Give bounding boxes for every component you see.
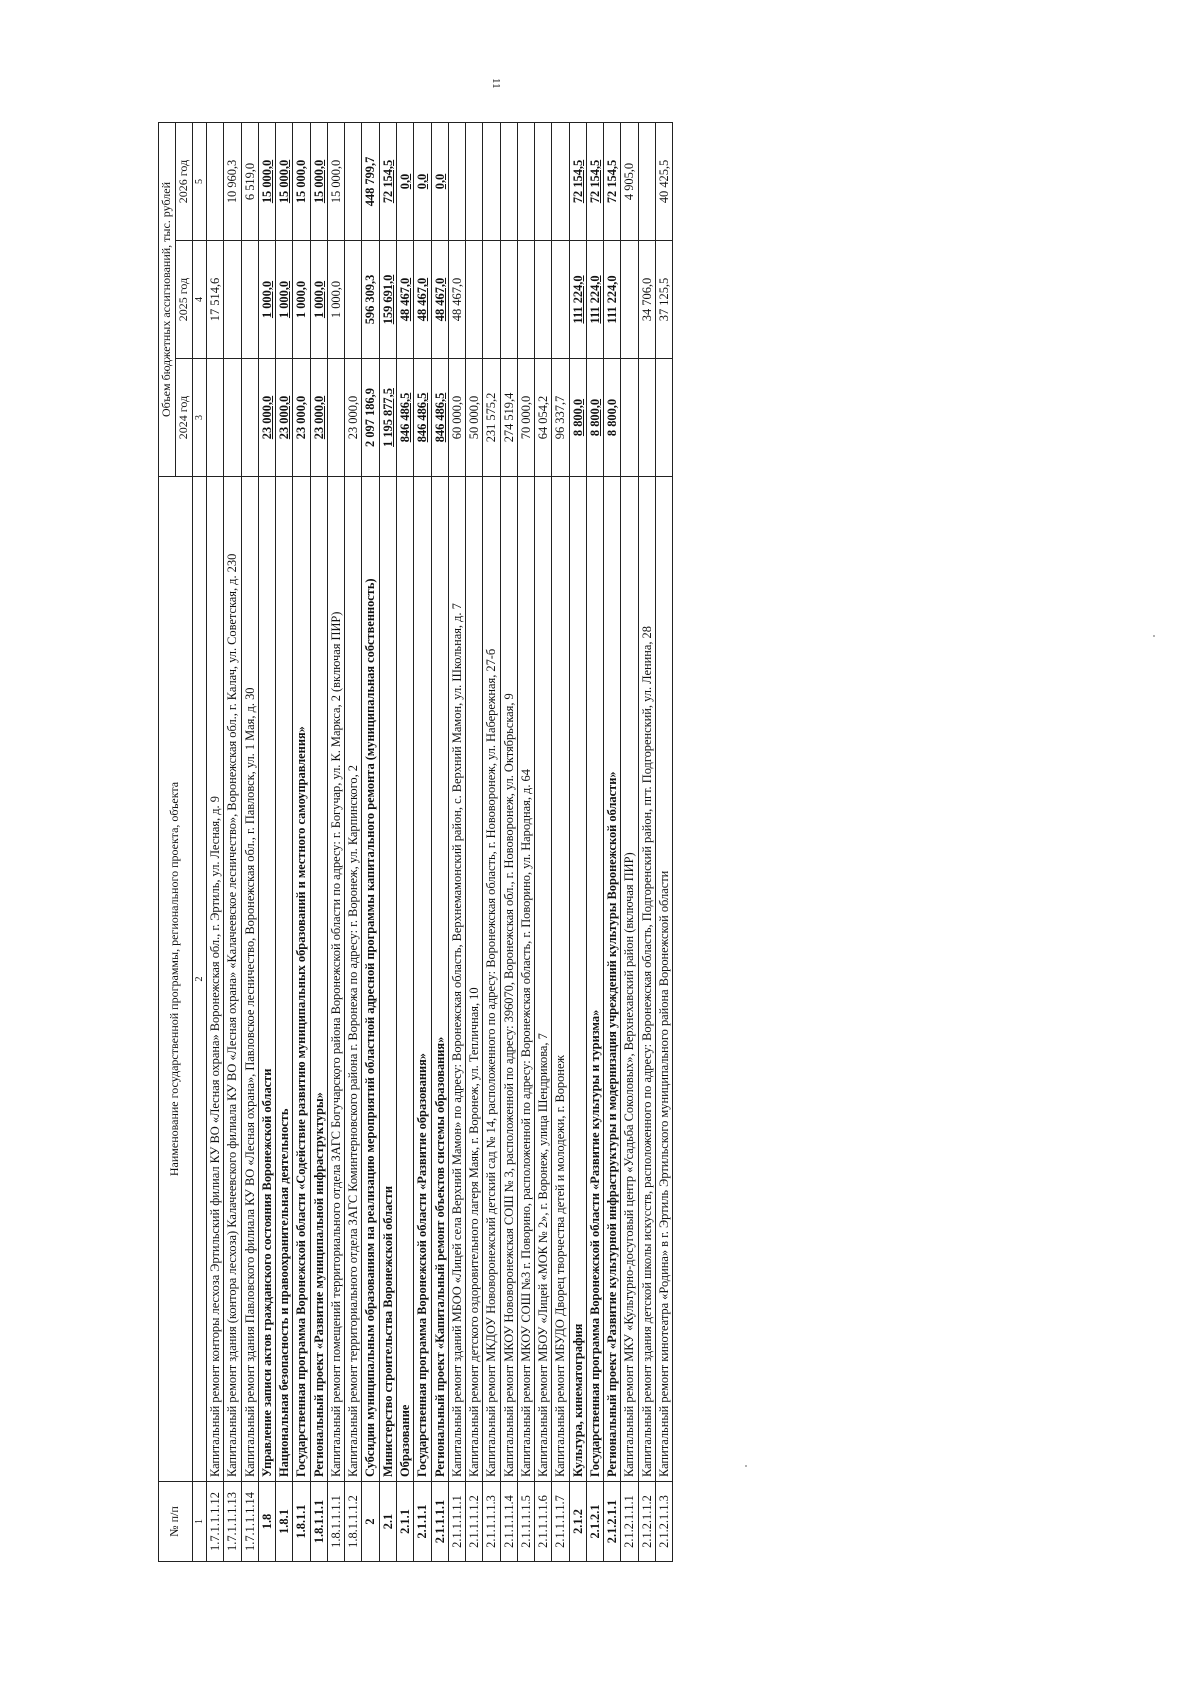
row-number: 1.7.1.1.1.14	[241, 1482, 258, 1562]
table-row	[224, 122, 241, 1561]
column-index: 1	[192, 1482, 207, 1562]
row-name: Образование	[397, 477, 414, 1482]
column-index: 5	[192, 122, 207, 240]
row-number: 2	[362, 1482, 379, 1562]
row-number: 1.8.1.1.1.1	[327, 1482, 344, 1562]
value-2025: 48 467,0	[431, 241, 448, 359]
value-2024: 70 000,0	[517, 359, 534, 477]
row-name: Капитальный ремонт МКУ «Культурно-досуговый центр «Усадьба Соколовых», Верхнехавский район (включая ПИР)	[621, 477, 638, 1482]
value-2026	[466, 122, 483, 240]
row-number: 2.1.2.1.1.2	[638, 1482, 655, 1562]
table-row	[397, 122, 414, 1561]
row-number: 2.1.1.1.1.3	[483, 1482, 500, 1562]
header-year-2024: 2024 год	[175, 359, 192, 477]
table-row	[621, 122, 638, 1561]
value-2024: 8 800,0	[604, 359, 621, 477]
value-2024	[621, 359, 638, 477]
row-name: Капитальный ремонт МБУДО Дворец творчества детей и молодежи, г. Воронеж	[552, 477, 569, 1482]
table-row	[310, 122, 327, 1561]
value-2025: 1 000,0	[327, 241, 344, 359]
row-name: Субсидии муниципальным образованиям на реализацию мероприятий областной адресной программы капитального ремонта (муниципальная собственность)	[362, 477, 379, 1482]
value-2025: 1 000,0	[310, 241, 327, 359]
value-2026: 40 425,5	[656, 122, 673, 240]
value-2024	[656, 359, 673, 477]
row-number: 2.1.1.1.1.4	[500, 1482, 517, 1562]
value-2026	[535, 122, 552, 240]
row-name: Капитальный ремонт конторы лесхоза Эртильский филиал КУ ВО «Лесная охрана» Воронежская обл., г. Эртиль, ул. Лесная, д. 9	[207, 477, 224, 1482]
row-name: Управление записи актов гражданского состояния Воронежской области	[258, 477, 275, 1482]
value-2024: 8 800,0	[569, 359, 586, 477]
value-2026: 15 000,0	[327, 122, 344, 240]
row-number: 1.8.1.1.1.2	[345, 1482, 362, 1562]
row-name: Национальная безопасность и правоохранительная деятельность	[276, 477, 293, 1482]
value-2025: 111 224,0	[586, 241, 603, 359]
value-2025: 17 514,6	[207, 241, 224, 359]
table-row	[345, 122, 362, 1561]
row-number: 2.1.1.1.1.2	[466, 1482, 483, 1562]
header-amount-group: Объем бюджетных ассигнований, тыс. рублей	[159, 122, 176, 476]
value-2026: 72 154,5	[379, 122, 396, 240]
row-name: Региональный проект «Капитальный ремонт объектов системы образования»	[431, 477, 448, 1482]
table-row	[327, 122, 344, 1561]
value-2024	[224, 359, 241, 477]
row-name: Капитальный ремонт зданий МБОО «Лицей села Верхний Мамон» по адресу: Воронежская область, Верхнемамонский район, с. Верхний Мамон, ул. Школьная, д. 7	[448, 477, 465, 1482]
value-2025: 111 224,0	[604, 241, 621, 359]
row-number: 2.1.2.1.1.3	[656, 1482, 673, 1562]
value-2026	[345, 122, 362, 240]
value-2026: 15 000,0	[310, 122, 327, 240]
value-2025	[466, 241, 483, 359]
table-row	[258, 122, 275, 1561]
value-2025: 48 467,0	[397, 241, 414, 359]
value-2024: 846 486,5	[397, 359, 414, 477]
table-row	[207, 122, 224, 1561]
rotated-table-wrapper	[158, 122, 1173, 1562]
value-2026: 4 905,0	[621, 122, 638, 240]
value-2026: 0,0	[431, 122, 448, 240]
table-row	[500, 122, 517, 1561]
row-number: 1.7.1.1.1.12	[207, 1482, 224, 1562]
row-name: Региональный проект «Развитие муниципальной инфраструктуры»	[310, 477, 327, 1482]
value-2024: 23 000,0	[345, 359, 362, 477]
value-2026: 72 154,5	[604, 122, 621, 240]
value-2025: 159 691,0	[379, 241, 396, 359]
row-number: 2.1.1.1.1.5	[517, 1482, 534, 1562]
value-2025	[552, 241, 569, 359]
row-number: 1.8.1.1.1	[310, 1482, 327, 1562]
row-name: Государственная программа Воронежской области «Развитие образования»	[414, 477, 431, 1482]
value-2024: 23 000,0	[293, 359, 310, 477]
row-number: 1.8.1	[276, 1482, 293, 1562]
column-index: 2	[192, 477, 207, 1482]
row-name: Региональный проект «Развитие культурной инфраструктуры и модернизация учреждений культуры Воронежской области»	[604, 477, 621, 1482]
row-name: Капитальный ремонт детского оздоровительного лагеря Маяк, г. Воронеж, ул. Тепличная, 10	[466, 477, 483, 1482]
table-row	[448, 122, 465, 1561]
value-2025: 1 000,0	[258, 241, 275, 359]
row-name: Капитальный ремонт здания (контора лесхоза) Калачеевского филиала КУ ВО «Лесная охрана» «Калачеевское лесничество», Воронежская обл., г. Калач, ул. Советская, д. 230	[224, 477, 241, 1482]
row-number: 2.1.1.1	[414, 1482, 431, 1562]
row-number: 2.1.2.1.1	[604, 1482, 621, 1562]
row-number: 2.1.2.1	[586, 1482, 603, 1562]
table-row	[276, 122, 293, 1561]
row-number: 2.1.1.1.1.6	[535, 1482, 552, 1562]
row-number: 2.1.1.1.1.1	[448, 1482, 465, 1562]
row-number: 2.1.1.1.1	[431, 1482, 448, 1562]
value-2024: 60 000,0	[448, 359, 465, 477]
row-number: 2.1	[379, 1482, 396, 1562]
row-name: Министерство строительства Воронежской области	[379, 477, 396, 1482]
row-name: Капитальный ремонт МКОУ СОШ №3 г. Поворино, расположенной по адресу: Воронежская область, г. Поворино, ул. Народная, д. 64	[517, 477, 534, 1482]
table-row	[241, 122, 258, 1561]
table-row	[414, 122, 431, 1561]
row-name: Капитальный ремонт здания Павловского филиала КУ ВО «Лесная охрана», Павловское лесничество, Воронежская обл., г. Павловск, ул. 1 Мая, д. 30	[241, 477, 258, 1482]
table-row	[656, 122, 673, 1561]
value-2026: 0,0	[414, 122, 431, 240]
value-2026: 15 000,0	[276, 122, 293, 240]
table-row	[483, 122, 500, 1561]
value-2025	[241, 241, 258, 359]
table-row	[586, 122, 603, 1561]
row-number: 2.1.1	[397, 1482, 414, 1562]
row-number: 1.7.1.1.1.13	[224, 1482, 241, 1562]
value-2025	[483, 241, 500, 359]
row-name: Капитальный ремонт территориального отдела ЗАГС Коминтерновского района г. Воронежа по адресу: г. Воронеж, ул. Карпинского, 2	[345, 477, 362, 1482]
table-row	[552, 122, 569, 1561]
value-2024	[327, 359, 344, 477]
value-2025: 48 467,0	[414, 241, 431, 359]
header-num: № п/п	[159, 1482, 193, 1562]
value-2026: 72 154,5	[586, 122, 603, 240]
table-row	[569, 122, 586, 1561]
value-2026: 6 519,0	[241, 122, 258, 240]
value-2024: 846 486,5	[431, 359, 448, 477]
value-2025: 111 224,0	[569, 241, 586, 359]
value-2024: 23 000,0	[310, 359, 327, 477]
value-2026: 72 154,5	[569, 122, 586, 240]
value-2026	[207, 122, 224, 240]
value-2024	[638, 359, 655, 477]
header-year-2025: 2025 год	[175, 241, 192, 359]
value-2025: 596 309,3	[362, 241, 379, 359]
table-row	[362, 122, 379, 1561]
value-2025: 48 467,0	[448, 241, 465, 359]
header-year-2026: 2026 год	[175, 122, 192, 240]
value-2024: 1 195 877,5	[379, 359, 396, 477]
row-number: 2.1.2.1.1.1	[621, 1482, 638, 1562]
table-row	[638, 122, 655, 1561]
row-name: Капитальный ремонт здания детской школы искусств, расположенного по адресу: Воронежская область, Подгоренский район, пгт. Подгоренский, ул. Ленина, 28	[638, 477, 655, 1482]
value-2024: 23 000,0	[258, 359, 275, 477]
row-number: 2.1.1.1.1.7	[552, 1482, 569, 1562]
column-index: 4	[192, 241, 207, 359]
value-2025	[345, 241, 362, 359]
table-row	[293, 122, 310, 1561]
row-name: Капитальный ремонт МКДОУ Нововоронежский детский сад № 14, расположенного по адресу: Воронежская область, г. Нововоронеж, ул. Набережная, 27-б	[483, 477, 500, 1482]
value-2026: 448 799,7	[362, 122, 379, 240]
value-2024	[241, 359, 258, 477]
row-number: 2.1.2	[569, 1482, 586, 1562]
value-2024: 2 097 186,9	[362, 359, 379, 477]
header-name: Наименование государственной программы, регионального проекта, объекта	[159, 477, 193, 1482]
value-2025	[621, 241, 638, 359]
row-name: Государственная программа Воронежской области «Содействие развитию муниципальных образований и местного самоуправления»	[293, 477, 310, 1482]
value-2026	[500, 122, 517, 240]
row-name: Культура, кинематография	[569, 477, 586, 1482]
table-row	[604, 122, 621, 1561]
value-2025: 37 125,5	[656, 241, 673, 359]
value-2025	[224, 241, 241, 359]
value-2026: 10 960,3	[224, 122, 241, 240]
value-2024: 23 000,0	[276, 359, 293, 477]
row-name: Капитальный ремонт помещений территориального отдела ЗАГС Богучарского района Воронежской области по адресу: г. Богучар, ул. К. Маркса, 2 (включая ПИР)	[327, 477, 344, 1482]
column-index: 3	[192, 359, 207, 477]
value-2026	[517, 122, 534, 240]
value-2025	[500, 241, 517, 359]
value-2024: 96 337,7	[552, 359, 569, 477]
budget-table	[158, 122, 673, 1562]
value-2026: 0,0	[397, 122, 414, 240]
value-2024: 846 486,5	[414, 359, 431, 477]
page-number: 11	[490, 78, 502, 89]
value-2026	[483, 122, 500, 240]
value-2026: 15 000,0	[258, 122, 275, 240]
table-row	[517, 122, 534, 1561]
row-name: Государственная программа Воронежской области «Развитие культуры и туризма»	[586, 477, 603, 1482]
value-2024	[207, 359, 224, 477]
value-2025: 1 000,0	[293, 241, 310, 359]
table-row	[431, 122, 448, 1561]
value-2025: 1 000,0	[276, 241, 293, 359]
table-row	[379, 122, 396, 1561]
value-2025	[517, 241, 534, 359]
row-name: Капитальный ремонт МКОУ Нововоронежская СОШ № 3, расположенной по адресу: 396070, Воронежская обл., г. Нововоронеж, ул. Октябрьская, 9	[500, 477, 517, 1482]
table-body	[207, 122, 673, 1561]
value-2026	[552, 122, 569, 240]
row-name: Капитальный ремонт кинотеатра «Родина» в г. Эртиль Эртильского муниципального района Воронежской области	[656, 477, 673, 1482]
value-2026: 15 000,0	[293, 122, 310, 240]
value-2024: 64 054,2	[535, 359, 552, 477]
row-name: Капитальный ремонт МБОУ «Лицей «МОК № 2», г. Воронеж, улица Шендрикова, 7	[535, 477, 552, 1482]
table-row	[535, 122, 552, 1561]
row-number: 1.8.1.1	[293, 1482, 310, 1562]
value-2024: 231 575,2	[483, 359, 500, 477]
row-number: 1.8	[258, 1482, 275, 1562]
value-2025	[535, 241, 552, 359]
value-2024: 274 519,4	[500, 359, 517, 477]
value-2026	[448, 122, 465, 240]
table-row	[466, 122, 483, 1561]
value-2026	[638, 122, 655, 240]
value-2024: 8 800,0	[586, 359, 603, 477]
value-2024: 50 000,0	[466, 359, 483, 477]
value-2025: 34 706,0	[638, 241, 655, 359]
